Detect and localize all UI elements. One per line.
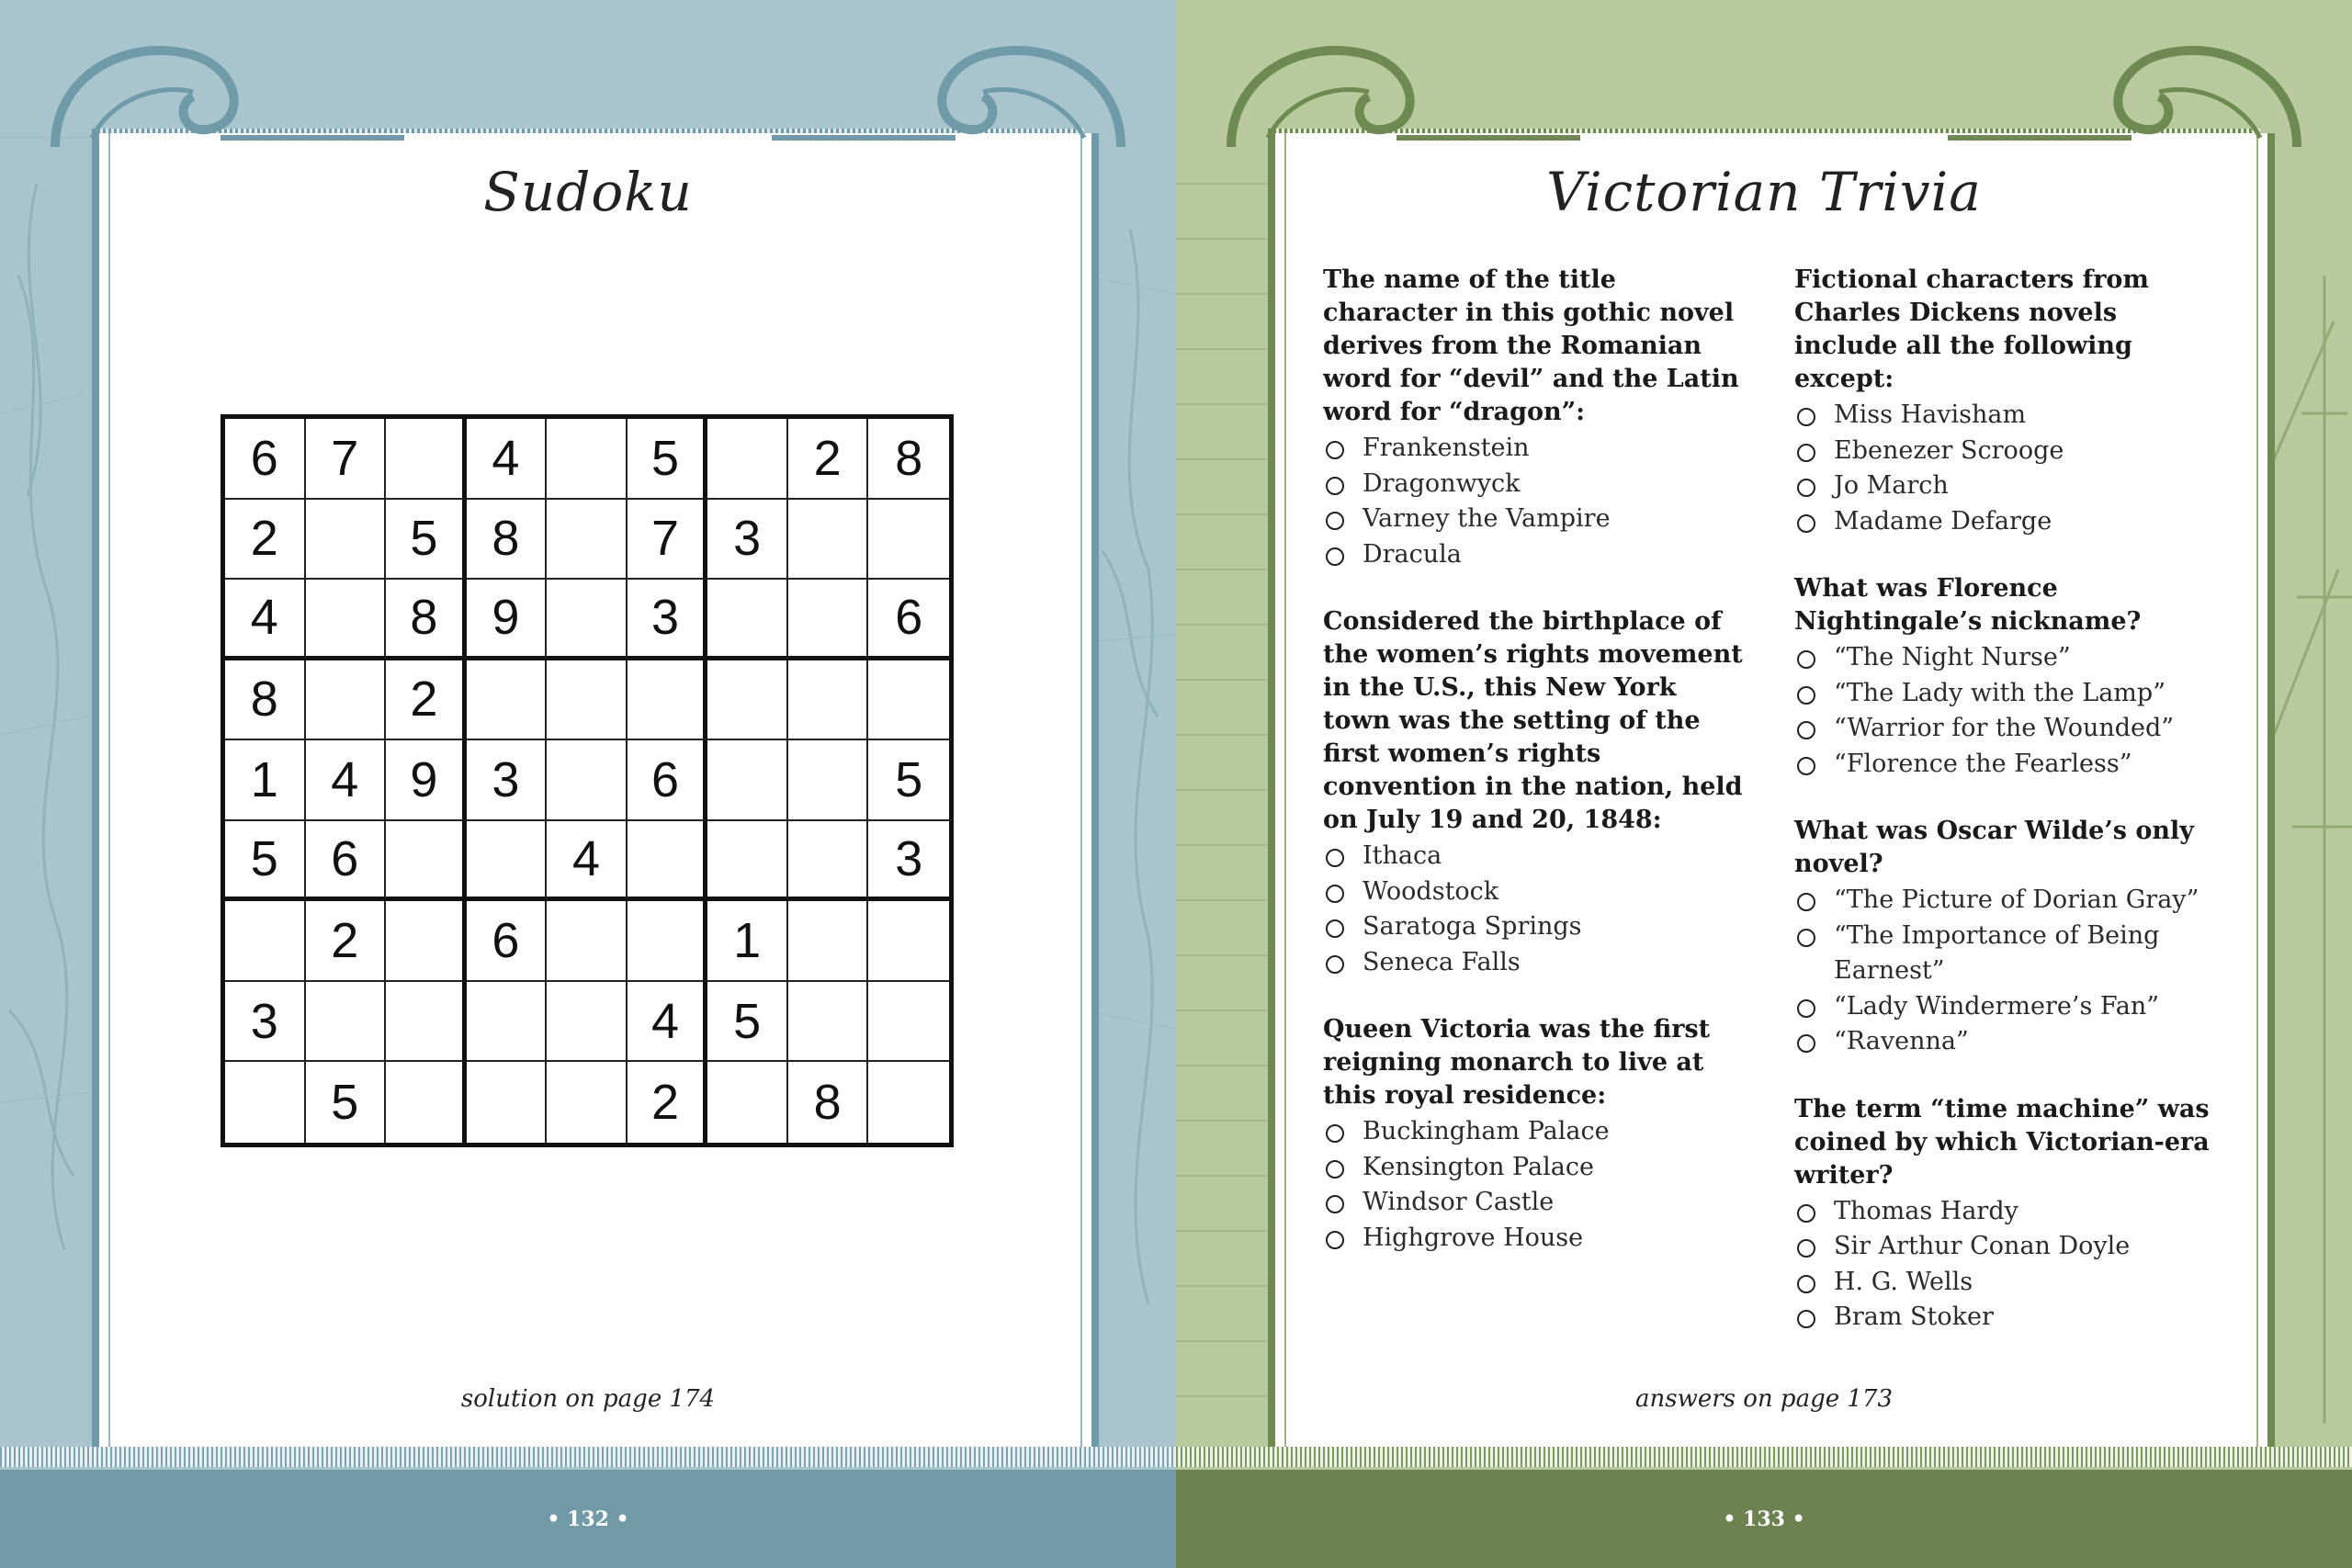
sudoku-cell (386, 419, 467, 500)
page-title: Victorian Trivia (1546, 161, 1982, 223)
answer-option (1323, 909, 1746, 945)
circle-bubble-icon (1797, 721, 1815, 739)
sudoku-cell (306, 580, 387, 660)
answer-option (1794, 398, 2217, 434)
sudoku-cell: 8 (868, 419, 949, 500)
question-text: What was Oscar Wilde’s only novel? (1794, 817, 2194, 878)
sudoku-cell (386, 901, 467, 982)
sudoku-cell: 3 (707, 500, 788, 581)
sudoku-cell (547, 580, 628, 660)
option-text: Ithaca (1363, 841, 1442, 870)
answer-option (1323, 431, 1746, 467)
sudoku-cell (467, 821, 548, 902)
option-text: “Ravenna” (1834, 1027, 1969, 1055)
question-text: The name of the title character in this gothic novel derives from the Romanian word for “devil” and the Latin word for “dragon”: (1323, 265, 1739, 426)
circle-bubble-icon (1326, 1231, 1344, 1249)
trivia-question (1323, 1013, 1746, 1256)
sudoku-cell (547, 660, 628, 741)
circle-bubble-icon (1326, 1195, 1344, 1213)
circle-bubble-icon (1797, 1275, 1815, 1293)
option-text: H. G. Wells (1834, 1267, 1973, 1296)
circle-bubble-icon (1797, 686, 1815, 705)
right-page (1176, 0, 2352, 1568)
answer-option (1794, 711, 2217, 747)
circle-bubble-icon (1797, 1204, 1815, 1223)
option-text: “Warrior for the Wounded” (1834, 714, 2175, 742)
sudoku-cell (707, 1062, 788, 1143)
option-text: Buckingham Palace (1363, 1117, 1610, 1145)
sudoku-cell (225, 1062, 306, 1143)
sudoku-cell: 2 (788, 419, 869, 500)
answer-option (1323, 537, 1746, 573)
sudoku-cell: 2 (628, 1062, 708, 1143)
sudoku-cell (628, 821, 708, 902)
answer-option (1323, 467, 1746, 502)
ornament-scroll-left (1213, 18, 1599, 165)
sudoku-cell (707, 419, 788, 500)
sudoku-cell (788, 580, 869, 660)
sudoku-cell (467, 982, 548, 1063)
ornament-scroll-left (37, 18, 423, 165)
option-text: “The Importance of Being Earnest” (1834, 920, 2160, 985)
option-text: “Lady Windermere’s Fan” (1834, 991, 2160, 1021)
page-title: Sudoku (483, 161, 693, 223)
option-text: Dragonwyck (1363, 468, 1521, 498)
sudoku-cell (547, 982, 628, 1063)
sudoku-cell: 8 (386, 580, 467, 660)
question-text: What was Florence Nightingale’s nickname? (1794, 574, 2142, 636)
sudoku-cell (306, 982, 387, 1063)
sudoku-cell: 5 (225, 821, 306, 902)
circle-bubble-icon (1797, 999, 1815, 1018)
circle-bubble-icon (1326, 849, 1344, 867)
sudoku-cell (788, 740, 869, 821)
sudoku-cell: 1 (225, 740, 306, 821)
sudoku-cell (467, 660, 548, 741)
ornament-scroll-right (753, 18, 1139, 165)
option-text: Ebenezer Scrooge (1834, 435, 2064, 465)
answer-option (1323, 1150, 1746, 1186)
sudoku-cell: 6 (467, 901, 548, 982)
trivia-question (1794, 815, 2217, 1060)
answer-option (1323, 874, 1746, 910)
sudoku-cell: 7 (306, 419, 387, 500)
sudoku-cell (386, 982, 467, 1063)
answer-option (1323, 1114, 1746, 1150)
page-footer (1176, 1470, 2352, 1568)
circle-bubble-icon (1797, 514, 1815, 533)
sudoku-cell: 6 (628, 740, 708, 821)
sudoku-cell (788, 901, 869, 982)
sudoku-cell (707, 660, 788, 741)
sudoku-cell: 4 (306, 740, 387, 821)
trivia-question (1794, 264, 2217, 539)
circle-bubble-icon (1326, 477, 1344, 495)
sudoku-cell (868, 660, 949, 741)
question-text: Queen Victoria was the first reigning monarch to live at this royal residence: (1323, 1015, 1711, 1110)
sudoku-cell: 4 (547, 821, 628, 902)
option-text: Miss Havisham (1834, 400, 2027, 429)
trivia-question (1323, 264, 1746, 572)
question-text: Considered the birthplace of the women’s rights movement in the U.S., this New York town was the setting of the first women’s rights convention in the nation, held on July 19 and 20, 1848: (1323, 607, 1743, 834)
sudoku-cell (547, 901, 628, 982)
sudoku-cell (628, 901, 708, 982)
sudoku-cell: 2 (225, 500, 306, 581)
answer-option (1794, 1265, 2217, 1301)
option-text: Seneca Falls (1363, 947, 1521, 976)
trivia-question (1794, 572, 2217, 782)
option-text: Jo March (1834, 471, 1949, 500)
sudoku-grid (220, 414, 954, 1147)
circle-bubble-icon (1326, 919, 1344, 938)
sudoku-cell (386, 1062, 467, 1143)
sudoku-cell: 6 (868, 580, 949, 660)
circle-bubble-icon (1797, 408, 1815, 426)
circle-bubble-icon (1797, 444, 1815, 462)
sudoku-cell: 5 (707, 982, 788, 1063)
trivia-question (1794, 1093, 2217, 1336)
sudoku-cell (225, 901, 306, 982)
option-text: Frankenstein (1363, 434, 1530, 462)
frame-bottom-rule (0, 1447, 1176, 1467)
answer-option (1794, 468, 2217, 504)
sudoku-cell (306, 500, 387, 581)
option-text: Bram Stoker (1834, 1303, 1994, 1331)
circle-bubble-icon (1326, 1160, 1344, 1179)
answer-option (1794, 883, 2217, 919)
sudoku-cell (547, 740, 628, 821)
sudoku-cell (788, 982, 869, 1063)
circle-bubble-icon (1797, 929, 1815, 947)
option-text: Sir Arthur Conan Doyle (1834, 1232, 2131, 1260)
sudoku-cell (547, 1062, 628, 1143)
sudoku-cell (788, 821, 869, 902)
option-text: Woodstock (1363, 876, 1499, 906)
sudoku-cell (467, 1062, 548, 1143)
answer-option (1794, 747, 2217, 783)
answer-option (1794, 1194, 2217, 1230)
answer-option (1794, 1229, 2217, 1265)
answer-option (1323, 839, 1746, 874)
sudoku-cell: 2 (306, 901, 387, 982)
answer-option (1794, 640, 2217, 676)
sudoku-cell (868, 901, 949, 982)
sudoku-cell: 3 (225, 982, 306, 1063)
answer-option (1794, 1024, 2217, 1060)
answer-option (1323, 945, 1746, 981)
sudoku-cell (788, 660, 869, 741)
sudoku-cell (868, 500, 949, 581)
sudoku-cell (707, 821, 788, 902)
sudoku-cell (306, 660, 387, 741)
circle-bubble-icon (1797, 893, 1815, 911)
sudoku-cell: 5 (386, 500, 467, 581)
option-text: Thomas Hardy (1834, 1196, 2018, 1225)
answer-option (1794, 504, 2217, 540)
sudoku-cell: 8 (788, 1062, 869, 1143)
sudoku-cell: 4 (467, 419, 548, 500)
sudoku-cell (547, 500, 628, 581)
circle-bubble-icon (1326, 1124, 1344, 1143)
page-footer (0, 1470, 1176, 1568)
sudoku-cell (868, 982, 949, 1063)
ornament-scroll-right (1929, 18, 2315, 165)
sudoku-cell: 5 (306, 1062, 387, 1143)
answer-option (1794, 989, 2217, 1025)
option-text: Windsor Castle (1363, 1188, 1555, 1216)
circle-bubble-icon (1797, 479, 1815, 497)
sudoku-cell: 3 (467, 740, 548, 821)
sudoku-cell: 6 (306, 821, 387, 902)
trivia-column-right (1794, 264, 2217, 1369)
sudoku-cell: 8 (467, 500, 548, 581)
sudoku-cell: 7 (628, 500, 708, 581)
sudoku-cell: 3 (868, 821, 949, 902)
circle-bubble-icon (1797, 650, 1815, 669)
answer-option (1794, 434, 2217, 469)
circle-bubble-icon (1797, 1310, 1815, 1328)
question-text: The term “time machine” was coined by which Victorian-era writer? (1794, 1094, 2210, 1190)
sudoku-cell: 6 (225, 419, 306, 500)
circle-bubble-icon (1326, 512, 1344, 530)
question-text: Fictional characters from Charles Dickens novels include all the following except: (1794, 265, 2150, 393)
option-text: Kensington Palace (1363, 1152, 1594, 1181)
sudoku-cell: 9 (467, 580, 548, 660)
option-text: “Florence the Fearless” (1834, 749, 2132, 778)
option-text: “The Picture of Dorian Gray” (1834, 886, 2199, 914)
option-text: Dracula (1363, 539, 1462, 569)
sudoku-cell (707, 740, 788, 821)
option-text: “The Lady with the Lamp” (1834, 678, 2165, 707)
trivia-question (1323, 605, 1746, 980)
sudoku-cell: 8 (225, 660, 306, 741)
circle-bubble-icon (1797, 757, 1815, 775)
circle-bubble-icon (1797, 1239, 1815, 1258)
answer-option (1794, 919, 2217, 989)
answer-option (1794, 1300, 2217, 1336)
circle-bubble-icon (1326, 441, 1344, 459)
page-number: • 133 • (1723, 1506, 1805, 1531)
option-text: Saratoga Springs (1363, 912, 1582, 941)
sudoku-cell: 5 (628, 419, 708, 500)
sudoku-cell (547, 419, 628, 500)
option-text: Madame Defarge (1834, 506, 2052, 536)
circle-bubble-icon (1797, 1034, 1815, 1053)
solution-note: solution on page 174 (460, 1385, 716, 1413)
sudoku-cell: 5 (868, 740, 949, 821)
sudoku-cell: 9 (386, 740, 467, 821)
answer-option (1794, 676, 2217, 712)
circle-bubble-icon (1326, 955, 1344, 974)
answer-option (1323, 1185, 1746, 1221)
sudoku-cell (628, 660, 708, 741)
answers-note: answers on page 173 (1635, 1385, 1893, 1413)
answer-option (1323, 1221, 1746, 1257)
circle-bubble-icon (1326, 547, 1344, 566)
sudoku-cell (707, 580, 788, 660)
sudoku-cell: 1 (707, 901, 788, 982)
sudoku-cell: 3 (628, 580, 708, 660)
sudoku-cell (386, 821, 467, 902)
sudoku-cell: 4 (225, 580, 306, 660)
answer-option (1323, 502, 1746, 537)
sudoku-cell (868, 1062, 949, 1143)
option-text: Varney the Vampire (1363, 504, 1611, 533)
option-text: “The Night Nurse” (1834, 643, 2071, 671)
option-text: Highgrove House (1363, 1223, 1584, 1252)
sudoku-cell: 2 (386, 660, 467, 741)
page-number: • 132 • (547, 1506, 629, 1531)
circle-bubble-icon (1326, 885, 1344, 903)
sudoku-cell (788, 500, 869, 581)
frame-bottom-rule (1176, 1447, 2352, 1467)
sudoku-cell: 4 (628, 982, 708, 1063)
trivia-column-left (1323, 264, 1746, 1289)
